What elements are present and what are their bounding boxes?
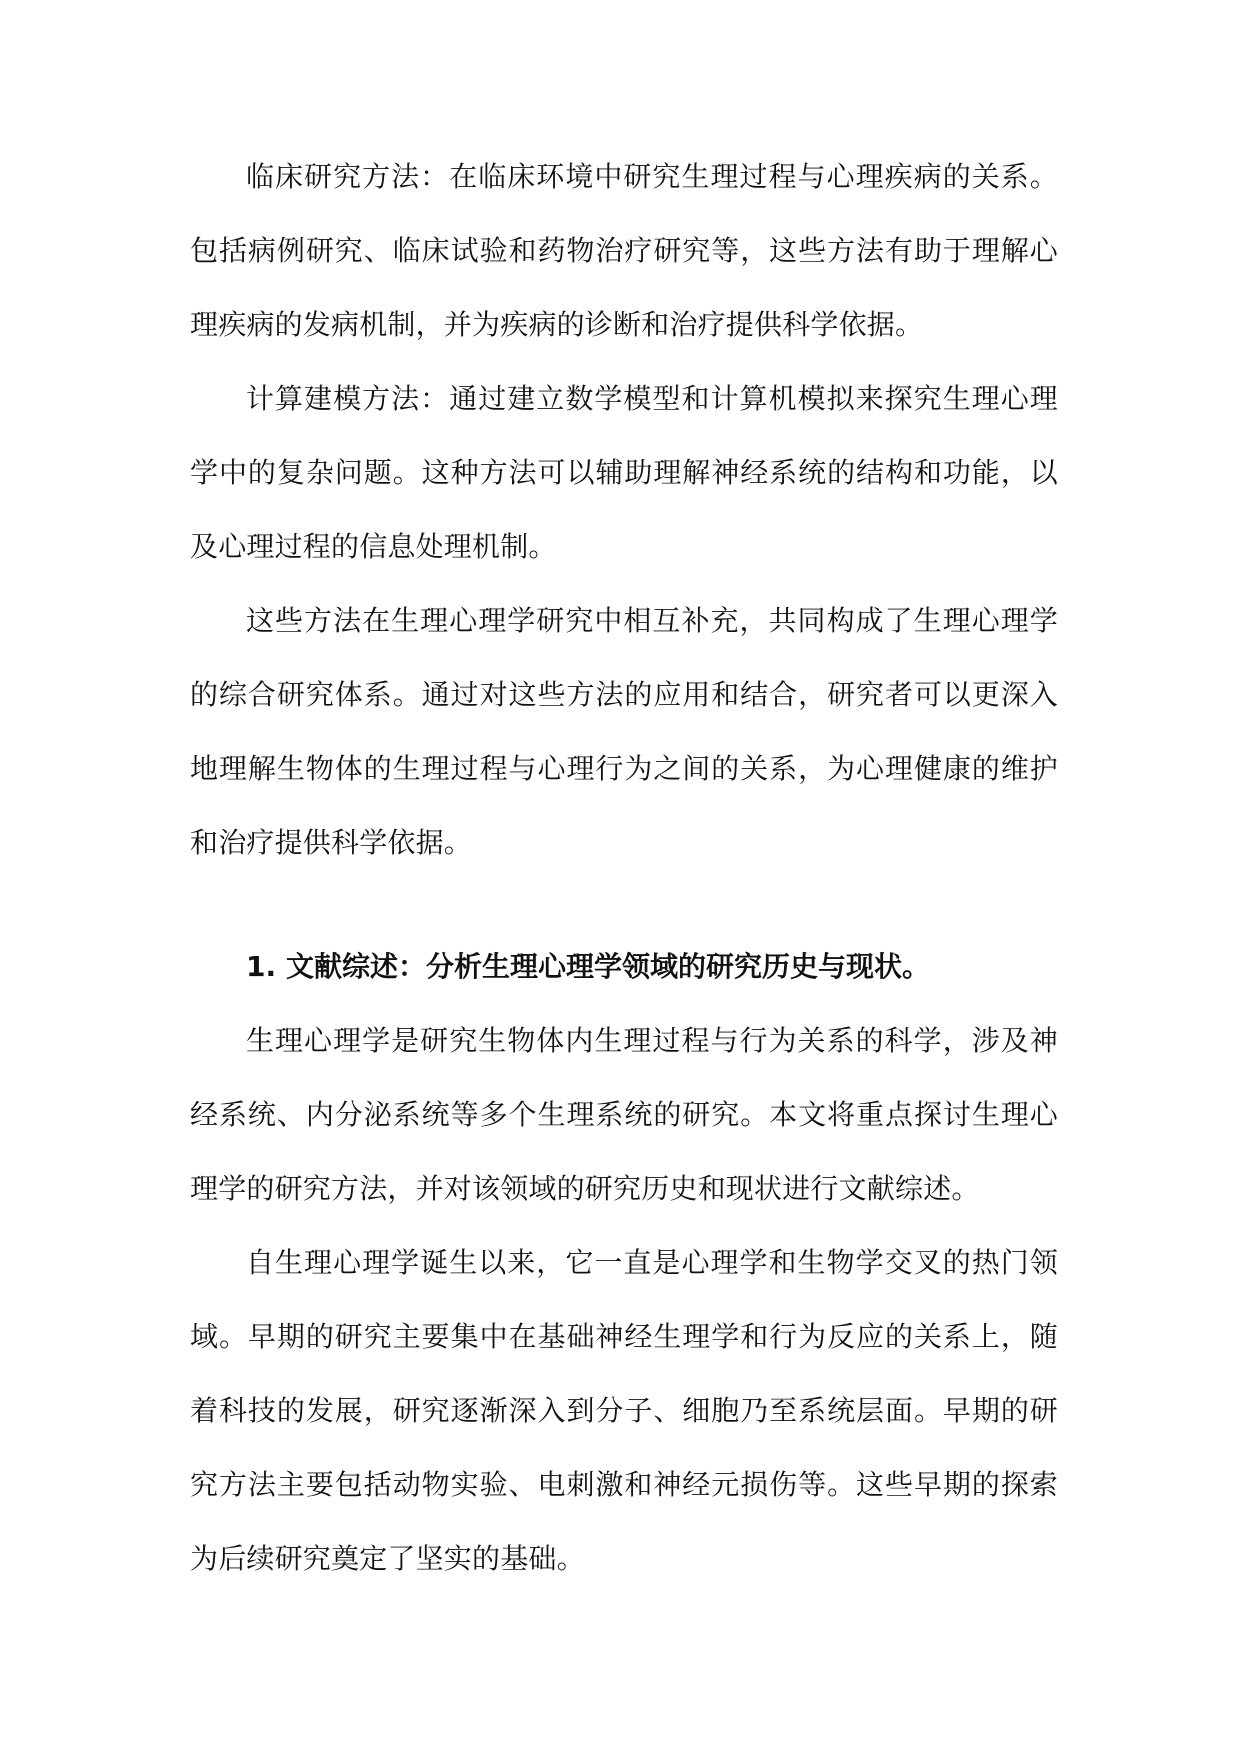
paragraph-definition: 生理心理学是研究生物体内生理过程与行为关系的科学，涉及神经系统、内分泌系统等多个生理系统的研究。本文将重点探讨生理心理学的研究方法，并对该领域的研究历史和现状进行文献综述。	[190, 1024, 1058, 1205]
paragraph-methods-summary: 这些方法在生理心理学研究中相互补充，共同构成了生理心理学的综合研究体系。通过对这些方法的应用和结合，研究者可以更深入地理解生物体的生理过程与心理行为之间的关系，为心理健康的维护和治疗提供科学依据。	[190, 604, 1058, 859]
section-heading-number: 1.	[246, 950, 277, 983]
paragraph-history: 自生理心理学诞生以来，它一直是心理学和生物学交叉的热门领域。早期的研究主要集中在基础神经生理学和行为反应的关系上，随着科技的发展，研究逐渐深入到分子、细胞乃至系统层面。早期的研究方法主要包括动物实验、电刺激和神经元损伤等。这些早期的探索为后续研究奠定了坚实的基础。	[190, 1246, 1058, 1575]
section-heading-text: 文献综述：分析生理心理学领域的研究历史与现状。	[286, 950, 931, 983]
document-body	[190, 140, 1058, 1596]
section-heading	[190, 930, 1058, 1004]
paragraph-computational-modeling: 计算建模方法：通过建立数学模型和计算机模拟来探究生理心理学中的复杂问题。这种方法可以辅助理解神经系统的结构和功能，以及心理过程的信息处理机制。	[190, 382, 1058, 563]
paragraph-clinical-methods: 临床研究方法：在临床环境中研究生理过程与心理疾病的关系。包括病例研究、临床试验和药物治疗研究等，这些方法有助于理解心理疾病的发病机制，并为疾病的诊断和治疗提供科学依据。	[190, 160, 1058, 341]
